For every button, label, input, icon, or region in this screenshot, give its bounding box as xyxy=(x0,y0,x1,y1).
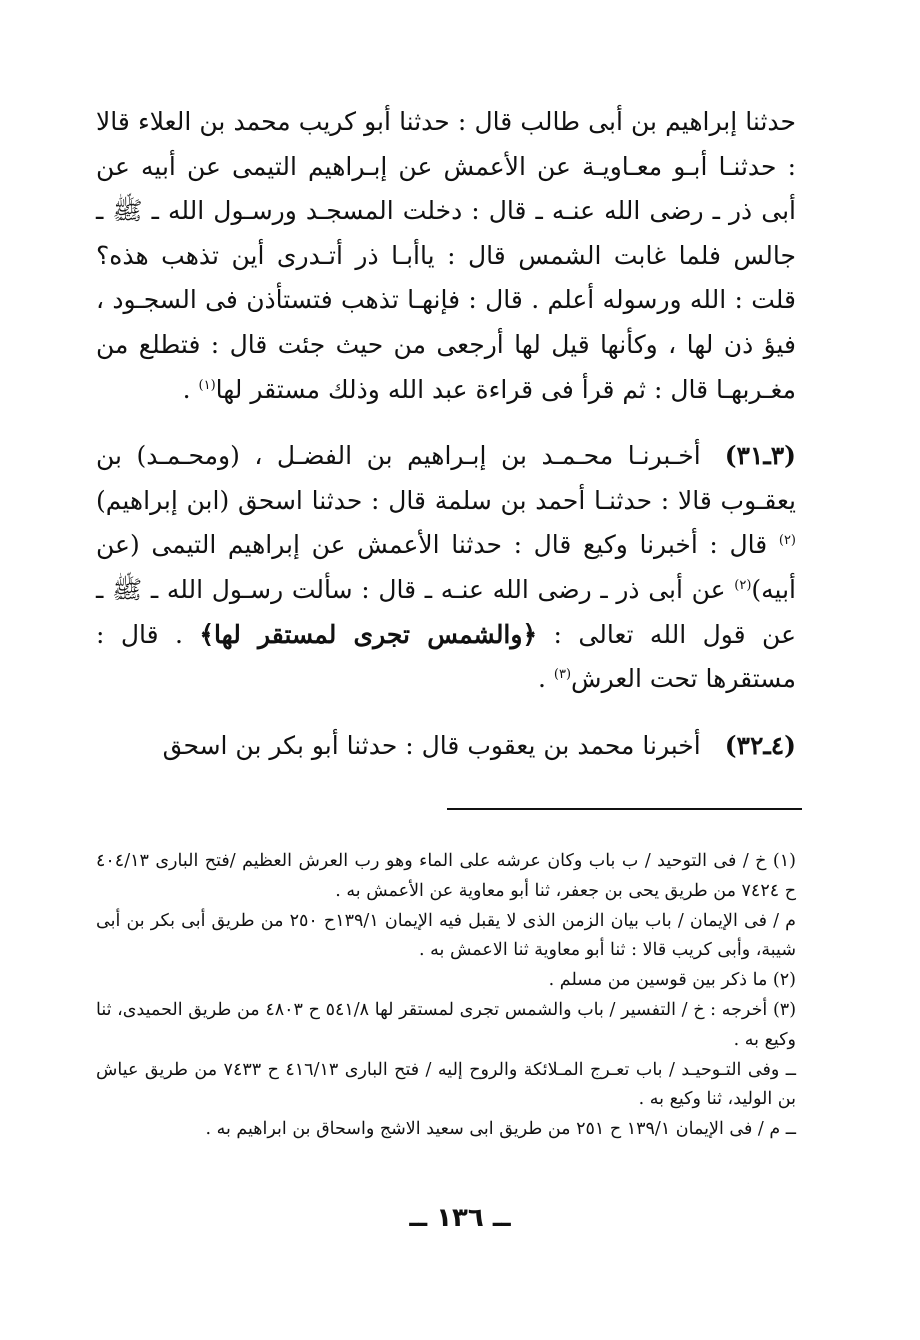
paragraph-2: (٣ـ٣١)أخـبرنـا محـمـد بن إبـراهيم بن الفضـل ، (ومحـمـد) بن يعقـوب قالا : حدثنـا أحمد بن سلمة قال : حدثنا اسحق (ابن إبراهيم)$^{(٢)}$ قال : أخبرنا وكيع قال : حدثنا الأعمش عن إبراهيم التيمى (عن أبيه)$^{(٢)}$ عن أبى ذر ـ رضى الله عنـه ـ قال : سألت رسـول الله ـ ﷺ ـ عن قول الله تعالى : ﴿والشمس تجرى لمستقر لها﴾ . قال : مستقرها تحت العرش$^{(٣)}$ . xyxy=(96,441,796,694)
footnote-1-cont: م / فى الإيمان / باب بيان الزمن الذى لا يقبل فيه الإيمان ١٣٩/١ح ٢٥٠ من طريق أبى بكر بن أبى شيبة، وأبى كريب قالا : ثنا أبو معاوية ثنا الاعمش به . xyxy=(96,910,796,961)
footnotes xyxy=(96,847,796,1145)
footnote-3-cont: ــ وفى التـوحيـد / باب تعـرج المـلائكة والروح إليه / فتح البارى ٤١٦/١٣ ح ٧٤٣٣ من طريق عياش بن الوليد، ثنا وكيع به . xyxy=(96,1059,796,1110)
footnote-3-cont-2: ــ م / فى الإيمان ١٣٩/١ ح ٢٥١ من طريق ابى سعيد الاشج واسحاق بن ابراهيم به . xyxy=(205,1119,796,1140)
footnote-separator xyxy=(447,808,802,810)
main-text xyxy=(96,100,796,768)
footnote-ref-2b: (٢) xyxy=(734,577,752,593)
footnote-2: (٢) ما ذكر بين قوسين من مسلم . xyxy=(548,970,796,991)
footnote-1: (١) خ / فى التوحيد / ب باب وكان عرشه على الماء وهو رب العرش العظيم /فتح البارى ٤٠٤/١٣ ح ٧٤٢٤ من طريق يحى بن جعفر، ثنا أبو معاوية عن الأعمش به . xyxy=(96,851,796,901)
quran-verse: ﴿والشمس تجرى لمستقر لها﴾ xyxy=(199,619,538,649)
footnote-ref-3: (٣) xyxy=(553,667,572,683)
paragraph-3: (٤ـ٣٢)أخبرنا محمد بن يعقوب قال : حدثنا أبو بكر بن اسحق xyxy=(162,730,796,760)
page-number: ــ ١٣٦ ــ xyxy=(409,1203,511,1233)
hadith-number: (٣ـ٣١) xyxy=(724,441,796,471)
paragraph-1: حدثنا إبراهيم بن أبى طالب قال : حدثنا أبو كريب محمد بن العلاء قالا : حدثنـا أبـو معـاويـة عن الأعمش عن إبـراهيم التيمى عن أبيه عن أبى ذر ـ رضى الله عنـه ـ قال : دخلت المسجـد ورسـول الله ـ ﷺ ـ جالس فلما غابت الشمس قال : ياأبـا ذر أتـدرى أين تذهب هذه؟ قلت : الله ورسوله أعلم . قال : فإنهـا تذهب فتستأذن فى السجـود ، فيؤ ذن لها ، وكأنها قيل لها أرجعى من حيث جئت قال : فتطلع من مغـربهـا قال : ثم قرأ فى قراءة عبد الله وذلك مستقر لها$^{(١)}$ . xyxy=(96,107,796,404)
footnote-3: (٣) أخرجه : خ / التفسير / باب والشمس تجرى لمستقر لها ٥٤١/٨ ح ٤٨٠٣ من طريق الحميدى، ثنا وكيع به . xyxy=(96,999,797,1050)
footnote-ref-1: (١) xyxy=(198,377,216,393)
hadith-number: (٤ـ٣٢) xyxy=(724,730,796,760)
footnote-ref-2: (٢) xyxy=(778,533,796,549)
